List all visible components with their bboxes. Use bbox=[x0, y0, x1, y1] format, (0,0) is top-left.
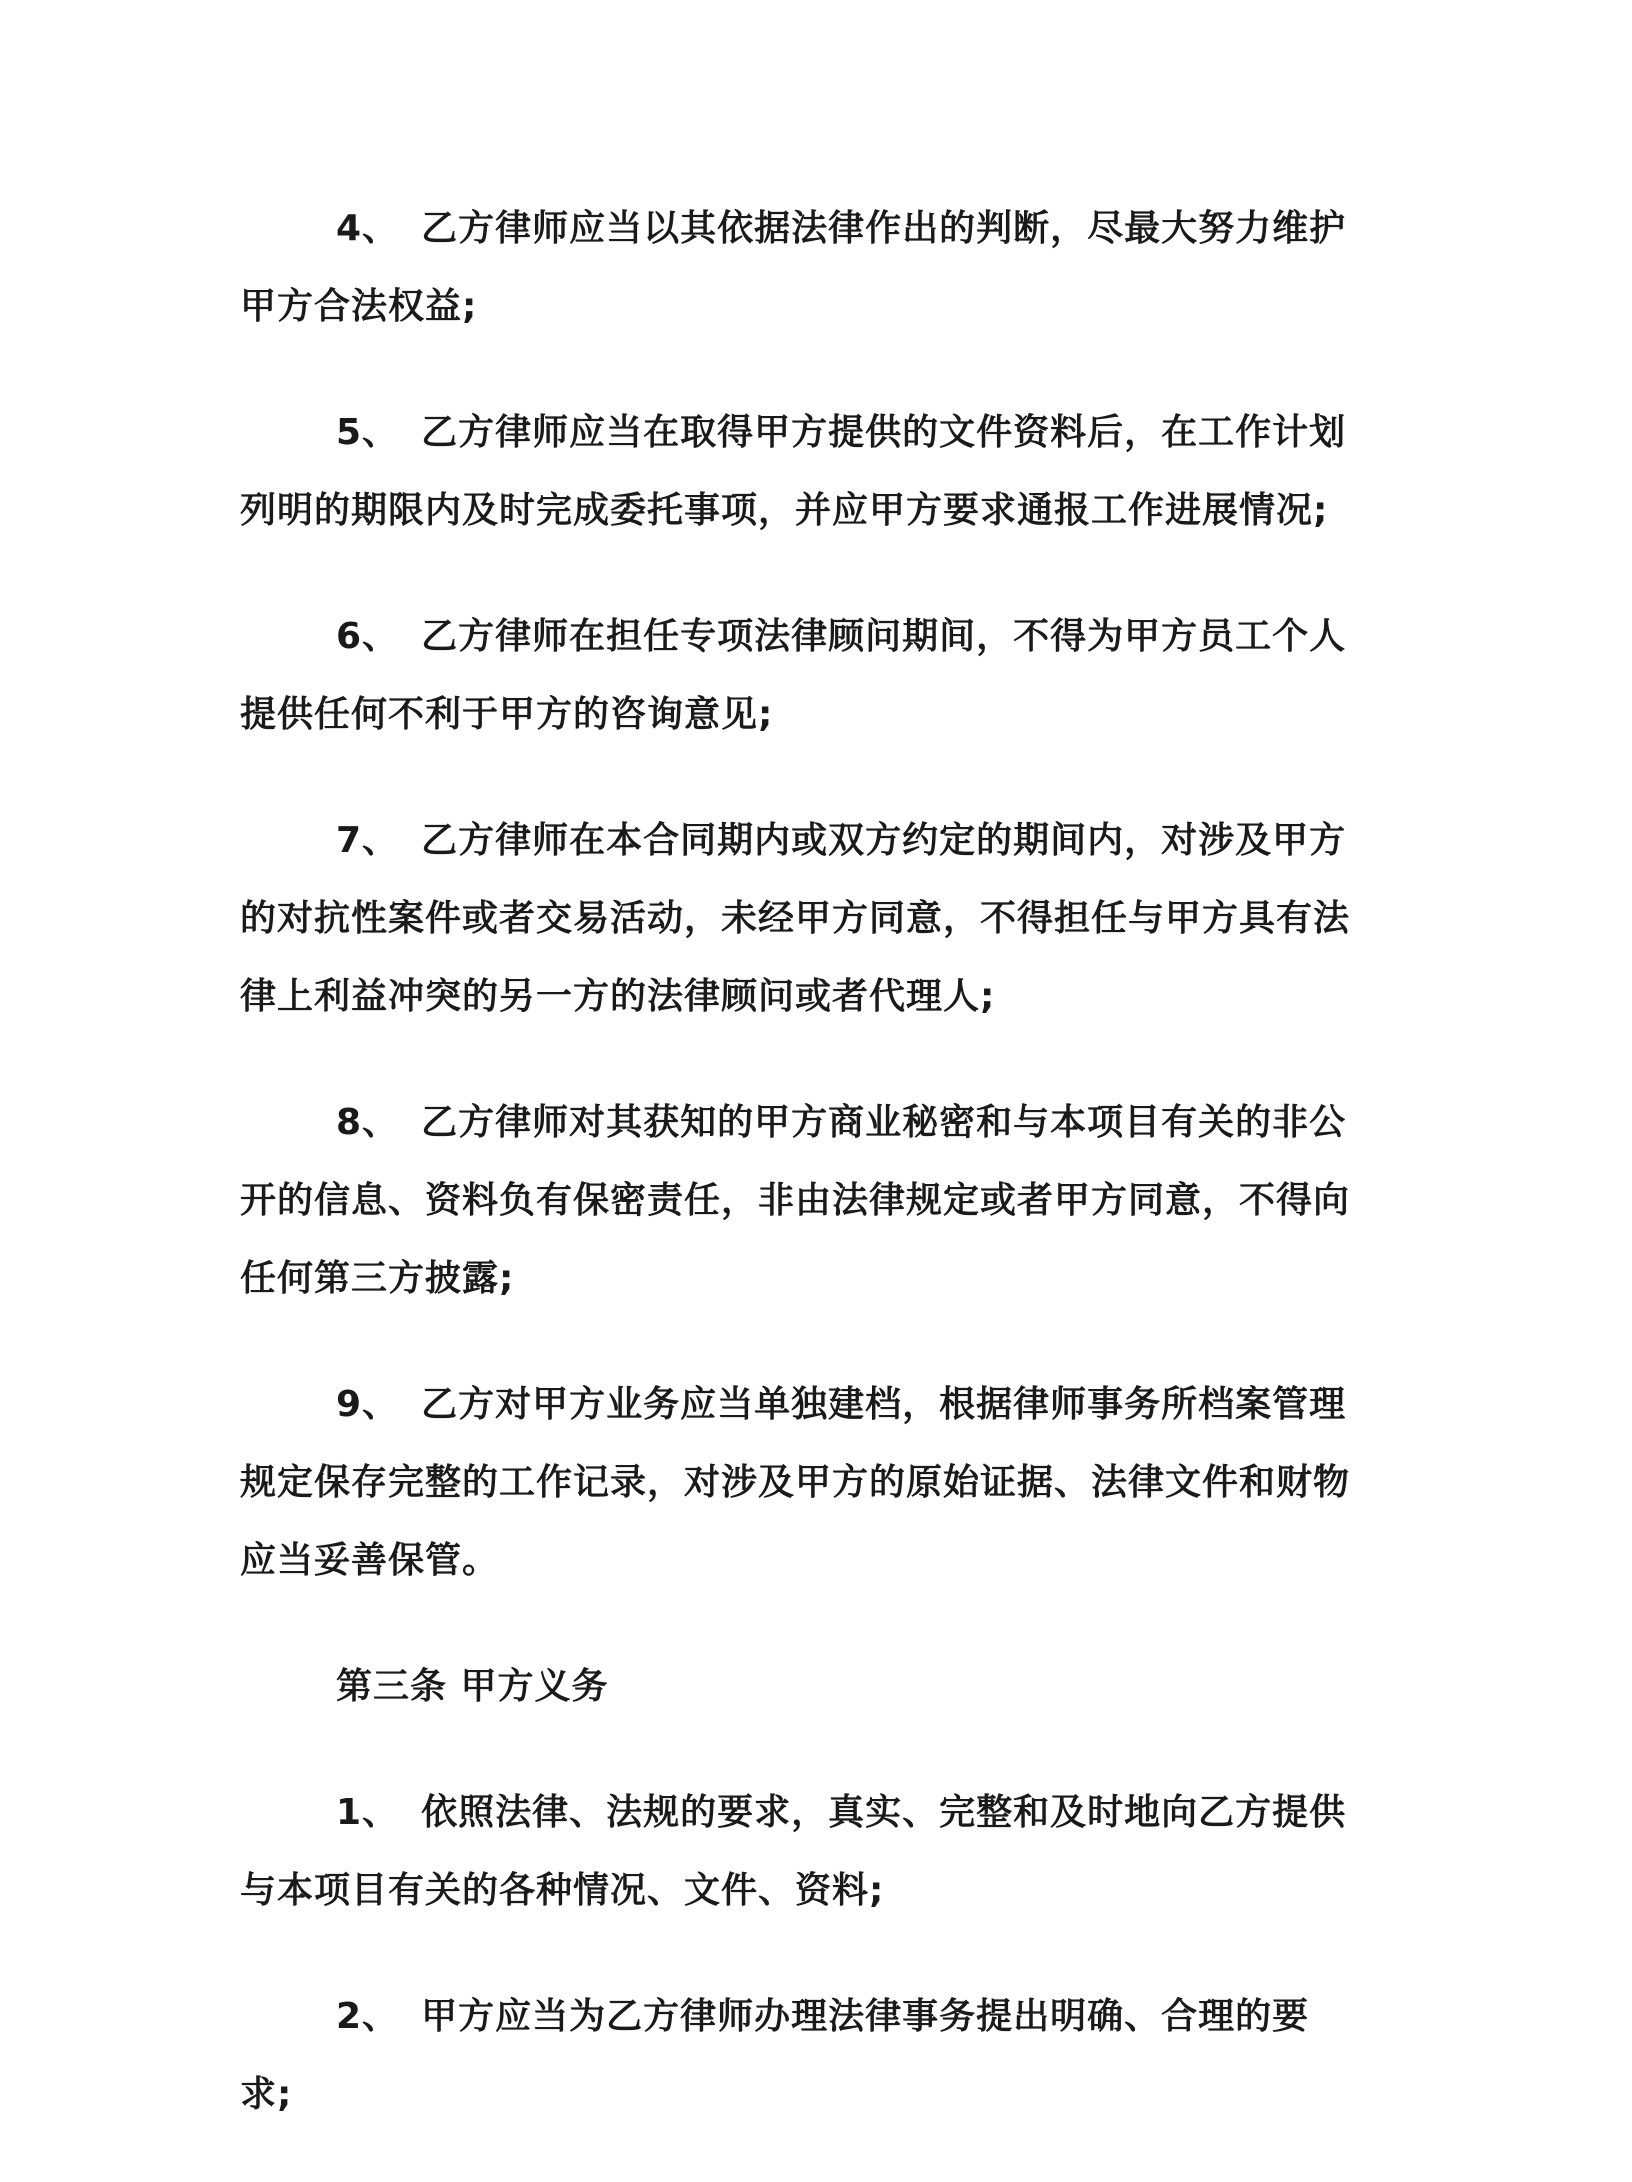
clause-7 bbox=[240, 802, 1360, 1036]
clause-text: 甲方应当为乙方律师办理法律事务提出明确、合理的要求; bbox=[240, 1996, 1310, 2115]
clause-text: 乙方律师在担任专项法律顾问期间，不得为甲方员工个人提供任何不利于甲方的咨询意见; bbox=[240, 616, 1347, 735]
clause-text: 乙方律师在本合同期内或双方约定的期间内，对涉及甲方的对抗性案件或者交易活动，未经甲方同意，不得担任与甲方具有法律上利益冲突的另一方的法律顾问或者代理人; bbox=[240, 820, 1351, 1017]
section-heading: 第三条 甲方义务 bbox=[336, 1666, 609, 1707]
clause-4 bbox=[240, 190, 1360, 346]
clause-number: 9、 bbox=[336, 1384, 400, 1425]
clause-text: 乙方对甲方业务应当单独建档，根据律师事务所档案管理规定保存完整的工作记录，对涉及甲方的原始证据、法律文件和财物应当妥善保管。 bbox=[240, 1384, 1351, 1581]
clause-number: 4、 bbox=[336, 208, 400, 249]
obligation-1 bbox=[240, 1774, 1360, 1930]
clause-9 bbox=[240, 1366, 1360, 1600]
clause-number: 1、 bbox=[336, 1792, 400, 1833]
clause-text: 乙方律师应当以其依据法律作出的判断，尽最大努力维护甲方合法权益; bbox=[240, 208, 1347, 327]
obligation-2 bbox=[240, 1978, 1360, 2134]
clause-text: 乙方律师对其获知的甲方商业秘密和与本项目有关的非公开的信息、资料负有保密责任，非由法律规定或者甲方同意，不得向任何第三方披露; bbox=[240, 1102, 1351, 1299]
clause-number: 5、 bbox=[336, 412, 400, 453]
clause-6 bbox=[240, 598, 1360, 754]
clause-8 bbox=[240, 1084, 1360, 1318]
clause-number: 7、 bbox=[336, 820, 400, 861]
clause-number: 6、 bbox=[336, 616, 400, 657]
clause-text: 乙方律师应当在取得甲方提供的文件资料后，在工作计划列明的期限内及时完成委托事项，并应甲方要求通报工作进展情况; bbox=[240, 412, 1347, 531]
clause-5 bbox=[240, 394, 1360, 550]
clause-text: 依照法律、法规的要求，真实、完整和及时地向乙方提供与本项目有关的各种情况、文件、资料; bbox=[240, 1792, 1347, 1911]
document-page bbox=[240, 190, 1360, 2182]
clause-number: 2、 bbox=[336, 1996, 400, 2037]
clause-number: 8、 bbox=[336, 1102, 400, 1143]
